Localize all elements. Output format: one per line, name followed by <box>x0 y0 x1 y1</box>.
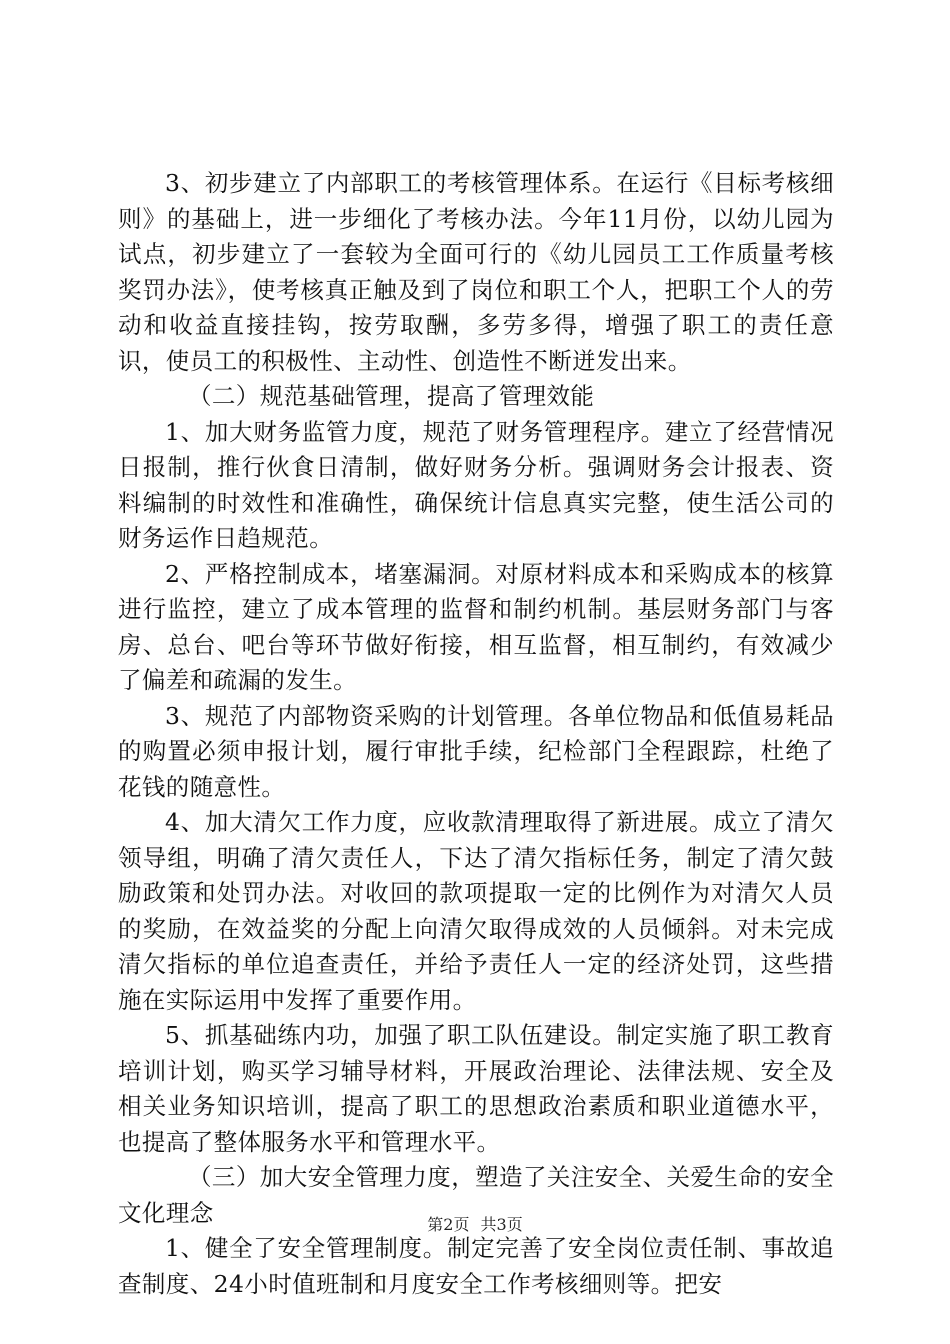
paragraph-staff-training: 5、抓基础练内功，加强了职工队伍建设。制定实施了职工教育培训计划，购买学习辅导材料，开展政治理论、法律法规、安全及相关业务知识培训，提高了职工的思想政治素质和职业道德水平，也提高了整体服务水平和管理水平。 <box>118 1021 834 1156</box>
paragraph-safety-rules: 1、健全了安全管理制度。制定完善了安全岗位责任制、事故追查制度、24小时值班制和月度安全工作考核细则等。把安 <box>118 1234 834 1298</box>
page-number: 第2页 <box>427 1215 470 1234</box>
paragraph-cost-control: 2、严格控制成本，堵塞漏洞。对原材料成本和采购成本的核算进行监控，建立了成本管理的监督和制约机制。基层财务部门与客房、总台、吧台等环节做好衔接，相互监督，相互制约，有效减少了偏差和疏漏的发生。 <box>118 559 834 694</box>
document-body <box>118 166 834 1302</box>
paragraph-financial-supervision: 1、加大财务监管力度，规范了财务管理程序。建立了经营情况日报制，推行伙食日清制，做好财务分析。强调财务会计报表、资料编制的时效性和准确性，确保统计信息真实完整，使生活公司的财务运作日趋规范。 <box>118 417 834 552</box>
paragraph-procurement-plan: 3、规范了内部物资采购的计划管理。各单位物品和低值易耗品的购置必须申报计划，履行审批手续，纪检部门全程跟踪，杜绝了花钱的随意性。 <box>118 701 834 801</box>
page-total: 共3页 <box>480 1215 523 1234</box>
section-heading-safety-management: （三）加大安全管理力度，塑造了关注安全、关爱生命的安全文化理念 <box>118 1163 834 1227</box>
paragraph-debt-collection: 4、加大清欠工作力度，应收款清理取得了新进展。成立了清欠领导组，明确了清欠责任人，下达了清欠指标任务，制定了清欠鼓励政策和处罚办法。对收回的款项提取一定的比例作为对清欠人员的奖励，在效益奖的分配上向清欠取得成效的人员倾斜。对未完成清欠指标的单位追查责任，并给予责任人一定的经济处罚，这些措施在实际运用中发挥了重要作用。 <box>118 808 834 1014</box>
page-footer <box>0 1214 950 1236</box>
section-heading-basic-management: （二）规范基础管理，提高了管理效能 <box>188 382 595 410</box>
paragraph-assessment-system: 3、初步建立了内部职工的考核管理体系。在运行《目标考核细则》的基础上，进一步细化了考核办法。今年11月份，以幼儿园为试点，初步建立了一套较为全面可行的《幼儿园员工工作质量考核奖罚办法》，使考核真正触及到了岗位和职工个人，把职工个人的劳动和收益直接挂钩，按劳取酬，多劳多得，增强了职工的责任意识，使员工的积极性、主动性、创造性不断迸发出来。 <box>118 169 834 375</box>
